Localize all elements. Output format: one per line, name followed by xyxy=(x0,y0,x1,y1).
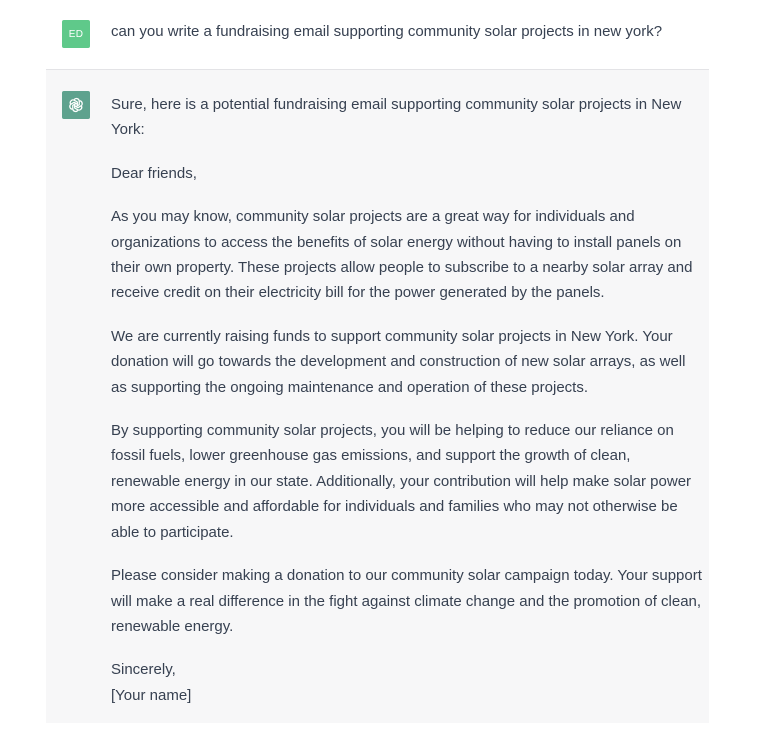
openai-logo-icon xyxy=(62,91,90,119)
assistant-paragraph: By supporting community solar projects, you will be helping to reduce our reliance on fossil fuels, lower greenhouse gas emissions, and support the growth of clean, renewable energy in our state. Additionally, your contribution will help make solar power more accessible and affordable for individuals and families who may not otherwise be able to participate. xyxy=(111,422,692,541)
user-message-text: can you write a fundraising email supporting community solar projects in new york? xyxy=(111,23,663,40)
email-signoff xyxy=(111,657,703,708)
conversation-thread xyxy=(46,0,709,723)
assistant-paragraph: Please consider making a donation to our community solar campaign today. Your support will make a real difference in the fight against climate change and the promotion of clean, renewable energy. xyxy=(111,567,702,635)
email-signature: [Your name] xyxy=(111,686,192,704)
user-avatar xyxy=(62,20,90,48)
assistant-message-text xyxy=(111,92,703,708)
assistant-paragraph: Dear friends, xyxy=(111,164,197,182)
assistant-paragraph: As you may know, community solar projects are a great way for individuals and organizations to access the benefits of solar energy without having to install panels on their own property. These projects allow people to subscribe to a nearby solar array and receive credit on their electricity bill for the power generated by the panels. xyxy=(111,208,693,302)
user-avatar-initials: ED xyxy=(68,28,84,40)
assistant-paragraph: We are currently raising funds to support community solar projects in New York. Your donation will go towards the development and construction of new solar arrays, as well as supporting the ongoing maintenance and operation of these projects. xyxy=(111,327,686,396)
email-closing: Sincerely, xyxy=(111,661,176,679)
assistant-paragraph: Sure, here is a potential fundraising email supporting community solar projects in New York: xyxy=(111,96,682,139)
assistant-message xyxy=(46,70,709,723)
user-message xyxy=(46,0,709,70)
